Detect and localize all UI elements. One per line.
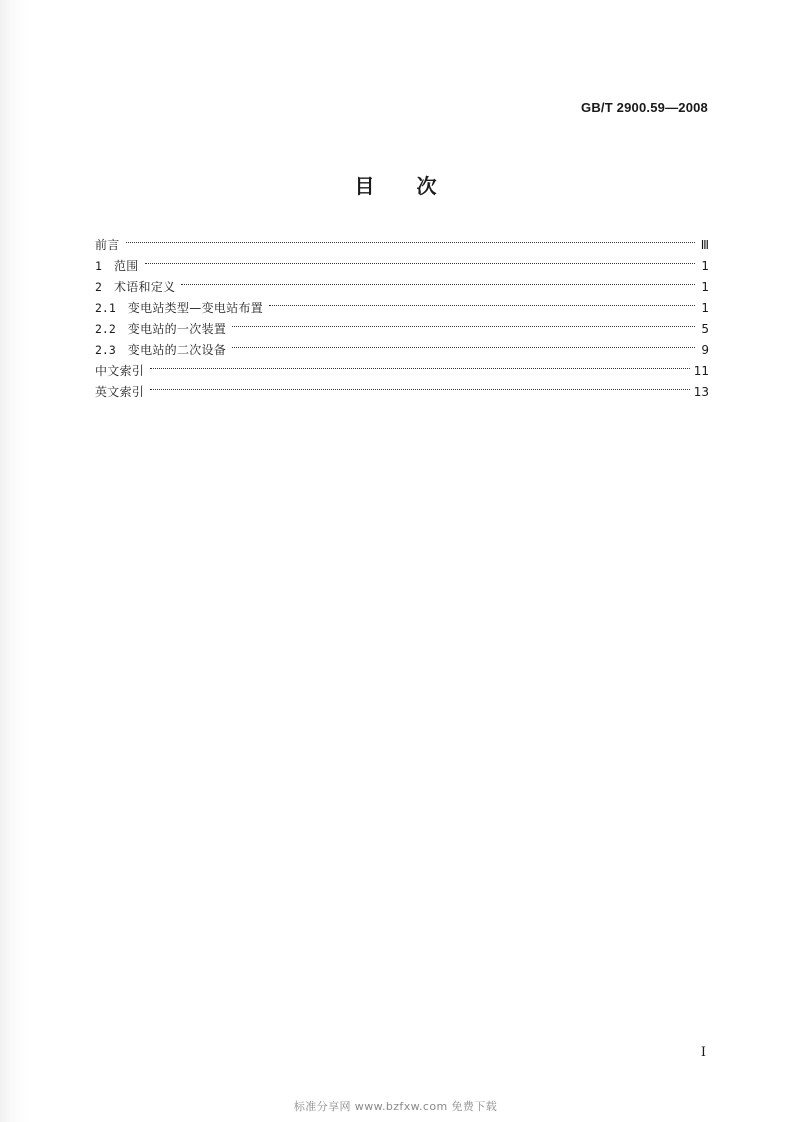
toc-entry-title: 变电站的一次装置 [127,322,227,336]
toc-entry-title: 前言 [95,238,120,252]
footer-watermark: 标准分享网 www.bzfxw.com 免费下载 [293,1100,498,1113]
table-of-contents [95,235,709,403]
toc-entry-chinese-index[interactable] [95,361,709,382]
toc-leader-dots [150,368,690,369]
toc-entry-title: 中文索引 [95,364,145,378]
toc-entry-terms[interactable] [95,277,709,298]
toc-leader-dots [269,305,695,306]
toc-entry-number: 1 [95,259,102,273]
toc-entry-2-1[interactable] [95,298,709,319]
toc-entry-page: 13 [693,385,709,399]
toc-entry-page: 11 [693,364,709,378]
toc-entry-scope[interactable] [95,256,709,277]
toc-leader-dots [150,389,690,390]
toc-entry-title: 范围 [113,259,139,273]
toc-entry-page: 1 [701,301,709,315]
toc-entry-title: 英文索引 [95,385,145,399]
toc-entry-number: 2.3 [95,343,116,357]
toc-entry-page: Ⅲ [700,238,709,252]
toc-entry-page: 1 [701,280,709,294]
toc-entry-page: 9 [701,343,709,357]
toc-entry-number: 2 [95,280,102,294]
page-title: 目次 [354,174,479,198]
toc-entry-number: 2.1 [95,301,116,315]
toc-entry-number: 2.2 [95,322,116,336]
toc-leader-dots [232,326,695,327]
toc-leader-dots [145,263,695,264]
toc-leader-dots [232,347,695,348]
toc-entry-title: 术语和定义 [113,280,176,294]
toc-entry-page: 5 [701,322,709,336]
toc-entry-2-2[interactable] [95,319,709,340]
standard-number: GB/T 2900.59—2008 [581,100,708,115]
toc-entry-title: 变电站类型—变电站布置 [127,301,264,315]
toc-leader-dots [181,284,695,285]
toc-leader-dots [126,242,695,243]
toc-entry-foreword[interactable] [95,235,709,256]
toc-entry-title: 变电站的二次设备 [127,343,227,357]
toc-entry-2-3[interactable] [95,340,709,361]
page-number: I [700,1045,706,1060]
scan-edge-shadow [0,0,30,1122]
toc-entry-english-index[interactable] [95,382,709,403]
toc-entry-page: 1 [701,259,709,273]
